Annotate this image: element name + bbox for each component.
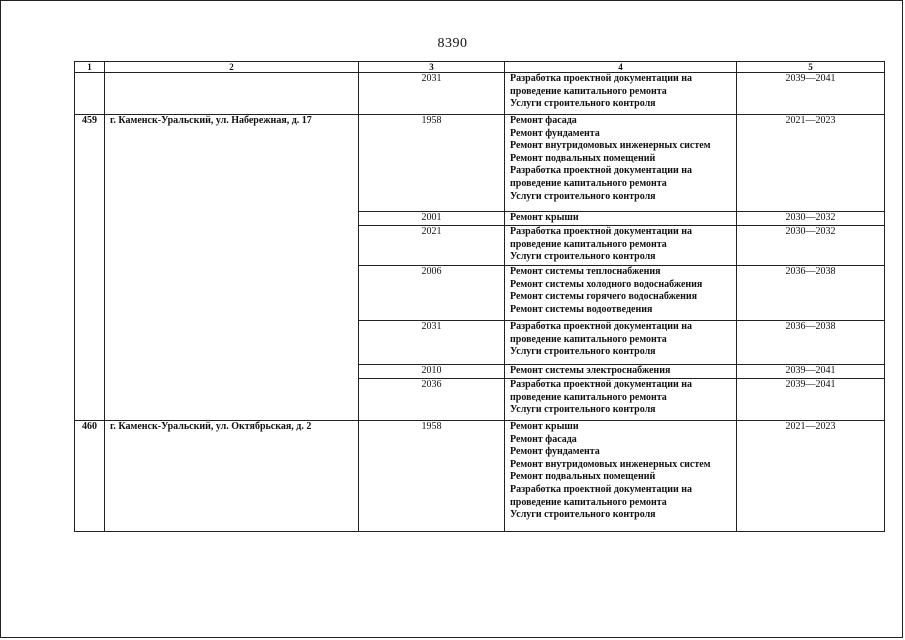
table-row [75, 73, 885, 115]
work-item: проведение капитального ремонта [510, 85, 667, 97]
year-cell: 2006 [359, 266, 505, 321]
work-item: проведение капитального ремонта [510, 238, 667, 250]
work-item: Услуги строительного контроля [510, 98, 656, 110]
works-cell [505, 226, 737, 266]
year-cell: 1958 [359, 115, 505, 212]
year-cell: 2001 [359, 212, 505, 226]
work-item: Ремонт фундамента [510, 446, 600, 458]
work-item: Ремонт крыши [510, 212, 579, 223]
row-number-cell: 460 [75, 421, 105, 532]
year-cell: 2021 [359, 226, 505, 266]
address-cell: г. Каменск-Уральский, ул. Набережная, д. 17 [105, 115, 359, 421]
header-col-3: 3 [359, 62, 505, 73]
page-number: 8390 [437, 36, 468, 51]
period-cell: 2039—2041 [737, 379, 885, 421]
header-col-2: 2 [105, 62, 359, 73]
year-cell: 2031 [359, 73, 505, 115]
work-item: Ремонт подвальных помещений [510, 152, 656, 164]
capital-repair-table [74, 61, 885, 532]
works-cell [505, 212, 737, 226]
year-cell: 2031 [359, 321, 505, 365]
work-item: Ремонт подвальных помещений [510, 471, 656, 483]
work-item: Ремонт крыши [510, 421, 579, 432]
row-number-cell [75, 73, 105, 115]
works-cell [505, 266, 737, 321]
table-row [75, 421, 885, 532]
period-cell: 2021—2023 [737, 115, 885, 212]
work-item: проведение капитального ремонта [510, 496, 667, 508]
row-number-cell: 459 [75, 115, 105, 421]
works-cell [505, 321, 737, 365]
work-item: Разработка проектной документации на [510, 165, 693, 177]
address-cell [105, 73, 359, 115]
period-cell: 2036—2038 [737, 266, 885, 321]
header-col-1: 1 [75, 62, 105, 73]
period-cell: 2039—2041 [737, 365, 885, 379]
year-cell: 2036 [359, 379, 505, 421]
work-item: Услуги строительного контроля [510, 251, 656, 263]
work-item: Разработка проектной документации на [510, 321, 693, 332]
year-cell: 1958 [359, 421, 505, 532]
works-cell [505, 421, 737, 532]
period-cell: 2030—2032 [737, 212, 885, 226]
work-item: Ремонт фасада [510, 433, 577, 445]
table-body [75, 73, 885, 532]
work-item: Разработка проектной документации на [510, 226, 693, 237]
header-col-5: 5 [737, 62, 885, 73]
work-item: проведение капитального ремонта [510, 391, 667, 403]
work-item: Разработка проектной документации на [510, 379, 693, 390]
work-item: Ремонт системы электроснабжения [510, 365, 671, 376]
work-item: Ремонт системы водоотведения [510, 303, 653, 315]
period-cell: 2021—2023 [737, 421, 885, 532]
work-item: Услуги строительного контроля [510, 404, 656, 416]
work-item: Ремонт внутридомовых инженерных систем [510, 458, 711, 470]
work-item: Услуги строительного контроля [510, 346, 656, 358]
work-item: Ремонт внутридомовых инженерных систем [510, 140, 711, 152]
address-cell: г. Каменск-Уральский, ул. Октябрьская, д. 2 [105, 421, 359, 532]
work-item: Разработка проектной документации на [510, 73, 693, 84]
table-header-row [75, 62, 885, 73]
works-cell [505, 379, 737, 421]
year-cell: 2010 [359, 365, 505, 379]
work-item: Ремонт фасада [510, 115, 577, 126]
works-cell [505, 73, 737, 115]
work-item: Услуги строительного контроля [510, 190, 656, 202]
period-cell: 2030—2032 [737, 226, 885, 266]
work-item: Ремонт системы теплоснабжения [510, 266, 661, 277]
work-item: проведение капитального ремонта [510, 333, 667, 345]
work-item: проведение капитального ремонта [510, 177, 667, 189]
work-item: Ремонт системы холодного водоснабжения [510, 278, 703, 290]
period-cell: 2036—2038 [737, 321, 885, 365]
period-cell: 2039—2041 [737, 73, 885, 115]
table-row [75, 115, 885, 212]
work-item: Ремонт фундамента [510, 127, 600, 139]
works-cell [505, 365, 737, 379]
works-cell [505, 115, 737, 212]
header-col-4: 4 [505, 62, 737, 73]
work-item: Услуги строительного контроля [510, 509, 656, 521]
work-item: Ремонт системы горячего водоснабжения [510, 291, 698, 303]
work-item: Разработка проектной документации на [510, 483, 693, 495]
